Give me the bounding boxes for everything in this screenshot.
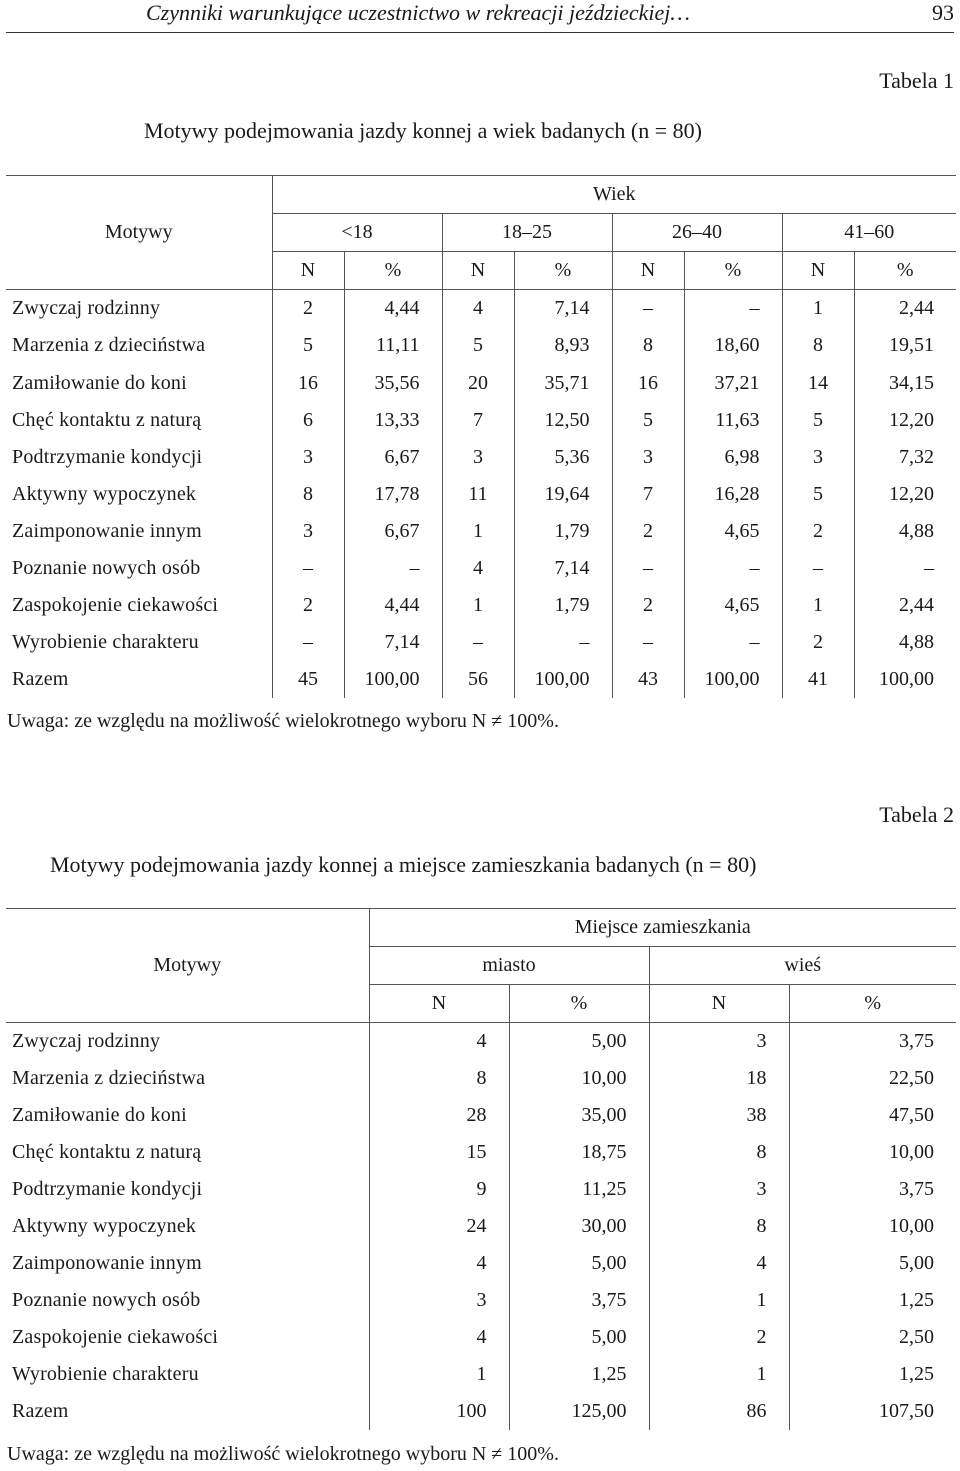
table-cell: – [272,550,344,587]
table-cell: 18,60 [684,327,782,364]
table-cell: 7 [442,402,514,439]
running-header [6,0,954,33]
table-cell: 6,67 [344,439,442,476]
table1-group-header: Wiek [272,176,956,214]
table-cell: 12,20 [854,402,956,439]
table-cell: 2 [782,513,854,550]
table1-subheader: N [442,252,514,290]
table2 [6,908,956,1430]
table-row [6,624,956,661]
row-label: Aktywny wypoczynek [6,476,272,513]
table-row [6,661,956,698]
table-cell: – [514,624,612,661]
table-cell: 8 [782,327,854,364]
table-cell: – [612,550,684,587]
table-cell: 1 [442,587,514,624]
table-row [6,402,956,439]
table1-subheader: % [854,252,956,290]
row-label: Poznanie nowych osób [6,1282,369,1319]
table2-place-group: wieś [649,947,956,985]
table1 [6,175,956,698]
table-cell: 2,44 [854,587,956,624]
table-cell: 1 [649,1356,789,1393]
table-cell: 13,33 [344,402,442,439]
table2-subheader: N [649,985,789,1023]
table-cell: 2,44 [854,290,956,328]
table2-caption: Motywy podejmowania jazdy konnej a miejsce zamieszkania badanych (n = 80) [50,852,757,877]
table-cell: 4 [442,290,514,328]
row-label: Podtrzymanie kondycji [6,1171,369,1208]
table1-subheader: % [684,252,782,290]
table-cell: 3,75 [789,1023,956,1061]
table-row [6,1282,956,1319]
table-row [6,1319,956,1356]
table-cell: 8 [369,1060,509,1097]
row-label: Zaimponowanie innym [6,1245,369,1282]
table-cell: – [442,624,514,661]
table-cell: 11,11 [344,327,442,364]
row-label: Wyrobienie charakteru [6,624,272,661]
table-cell: 2 [612,513,684,550]
row-label: Wyrobienie charakteru [6,1356,369,1393]
table-cell: 5 [442,327,514,364]
table-cell: 28 [369,1097,509,1134]
table-cell: 19,64 [514,476,612,513]
table-cell: 2 [782,624,854,661]
running-title: Czynniki warunkujące uczestnictwo w rekreacji jeździeckiej… [146,0,690,25]
table-cell: 4 [442,550,514,587]
table2-note: Uwaga: ze względu na możliwość wielokrotnego wyboru N ≠ 100%. [7,1443,559,1465]
table-cell: 86 [649,1393,789,1430]
table-cell: 18,75 [509,1134,649,1171]
table-cell: 7,14 [344,624,442,661]
table-cell: 5 [782,402,854,439]
table-cell: 1 [369,1356,509,1393]
table-cell: 16,28 [684,476,782,513]
table-cell: 3 [272,439,344,476]
table-cell: 6 [272,402,344,439]
table-cell: 4,44 [344,587,442,624]
table1-age-group: 26–40 [612,214,782,252]
table1-motywy-header: Motywy [6,176,272,290]
table-cell: 24 [369,1208,509,1245]
table-cell: 2 [272,587,344,624]
table-row [6,587,956,624]
table-cell: 20 [442,364,514,401]
row-label: Marzenia z dzieciństwa [6,327,272,364]
table-cell: 17,78 [344,476,442,513]
page-number: 93 [932,0,954,25]
row-label: Zamiłowanie do koni [6,364,272,401]
table-cell: 1,25 [789,1356,956,1393]
table-cell: 30,00 [509,1208,649,1245]
table-cell: 125,00 [509,1393,649,1430]
table-cell: 100,00 [684,661,782,698]
table-cell: 5 [782,476,854,513]
table-cell: 100,00 [854,661,956,698]
table-cell: 1,25 [789,1282,956,1319]
table-row [6,1134,956,1171]
row-label: Zwyczaj rodzinny [6,1023,369,1061]
table-cell: 34,15 [854,364,956,401]
table2-subheader: % [789,985,956,1023]
table-cell: 10,00 [789,1208,956,1245]
row-label: Chęć kontaktu z naturą [6,402,272,439]
table1-age-group: 18–25 [442,214,612,252]
table1-subheader: N [612,252,684,290]
row-label: Aktywny wypoczynek [6,1208,369,1245]
table1-age-group: <18 [272,214,442,252]
table-row [6,364,956,401]
table1-header-row-1 [6,176,956,214]
table-cell: 3 [649,1023,789,1061]
table-cell: 107,50 [789,1393,956,1430]
row-label: Zaspokojenie ciekawości [6,1319,369,1356]
table-cell: 2 [272,290,344,328]
table-cell: 100 [369,1393,509,1430]
table-cell: 47,50 [789,1097,956,1134]
table-cell: 5,36 [514,439,612,476]
table-cell: 7,32 [854,439,956,476]
table-cell: 10,00 [509,1060,649,1097]
table-cell: 3 [369,1282,509,1319]
table-cell: 18 [649,1060,789,1097]
table1-note: Uwaga: ze względu na możliwość wielokrotnego wyboru N ≠ 100%. [7,710,559,732]
table-cell: 8 [649,1208,789,1245]
table1-subheader: % [344,252,442,290]
table-row [6,1023,956,1061]
table-cell: – [612,624,684,661]
table-cell: 4 [369,1245,509,1282]
table-cell: 16 [612,364,684,401]
table2-label: Tabela 2 [879,802,954,827]
table-cell: 2 [612,587,684,624]
row-label: Zamiłowanie do koni [6,1097,369,1134]
table-cell: 3 [612,439,684,476]
table-cell: 5 [272,327,344,364]
table-cell: – [782,550,854,587]
table2-motywy-header: Motywy [6,909,369,1023]
table-cell: 56 [442,661,514,698]
row-label: Zaspokojenie ciekawości [6,587,272,624]
table-cell: – [612,290,684,328]
table-cell: 5,00 [509,1245,649,1282]
table-row [6,476,956,513]
table-cell: 4 [649,1245,789,1282]
row-label: Zwyczaj rodzinny [6,290,272,328]
table-row [6,1356,956,1393]
table-cell: 1 [782,290,854,328]
table-row [6,1097,956,1134]
table-cell: 11,25 [509,1171,649,1208]
table-cell: 12,50 [514,402,612,439]
table-cell: 2,50 [789,1319,956,1356]
table-cell: 19,51 [854,327,956,364]
table2-header-row-1 [6,909,956,947]
table-cell: 45 [272,661,344,698]
table-row [6,1060,956,1097]
table-row [6,1171,956,1208]
table-cell: 4 [369,1023,509,1061]
table-cell: 4,65 [684,513,782,550]
table-row [6,1245,956,1282]
table-cell: – [684,290,782,328]
table2-place-group: miasto [369,947,649,985]
table-cell: 1 [782,587,854,624]
table-cell: 43 [612,661,684,698]
row-label: Razem [6,661,272,698]
table-cell: 22,50 [789,1060,956,1097]
table-cell: 16 [272,364,344,401]
table-cell: 8 [649,1134,789,1171]
table-row [6,439,956,476]
table-cell: 35,56 [344,364,442,401]
table-cell: 35,00 [509,1097,649,1134]
table-cell: 1 [649,1282,789,1319]
table-cell: 41 [782,661,854,698]
table1-age-group: 41–60 [782,214,956,252]
table-cell: 3 [782,439,854,476]
table-cell: – [344,550,442,587]
row-label: Zaimponowanie innym [6,513,272,550]
table-cell: – [684,624,782,661]
table-cell: 4,88 [854,624,956,661]
table-cell: 4 [369,1319,509,1356]
table-cell: 10,00 [789,1134,956,1171]
row-label: Chęć kontaktu z naturą [6,1134,369,1171]
table-cell: 14 [782,364,854,401]
table-cell: 1,79 [514,587,612,624]
table-cell: 5,00 [789,1245,956,1282]
row-label: Podtrzymanie kondycji [6,439,272,476]
table-cell: 38 [649,1097,789,1134]
row-label: Razem [6,1393,369,1430]
table-cell: 8,93 [514,327,612,364]
table-cell: – [684,550,782,587]
table-row [6,513,956,550]
table-cell: 2 [649,1319,789,1356]
table-cell: – [854,550,956,587]
row-label: Poznanie nowych osób [6,550,272,587]
table-cell: 7,14 [514,550,612,587]
table1-label: Tabela 1 [879,68,954,93]
table-cell: 4,65 [684,587,782,624]
table-cell: 8 [272,476,344,513]
table1-caption: Motywy podejmowania jazdy konnej a wiek badanych (n = 80) [144,118,702,143]
table-cell: 8 [612,327,684,364]
table-cell: 3,75 [509,1282,649,1319]
table-row [6,1393,956,1430]
table-row [6,327,956,364]
table-cell: 100,00 [344,661,442,698]
table-cell: 12,20 [854,476,956,513]
table-cell: – [272,624,344,661]
table-cell: 9 [369,1171,509,1208]
table-row [6,290,956,328]
table-cell: 1,79 [514,513,612,550]
table-cell: 5,00 [509,1023,649,1061]
table-cell: 1,25 [509,1356,649,1393]
row-label: Marzenia z dzieciństwa [6,1060,369,1097]
table-cell: 7 [612,476,684,513]
table-row [6,1208,956,1245]
table-cell: 3 [272,513,344,550]
table-cell: 11 [442,476,514,513]
table-cell: 5 [612,402,684,439]
table1-subheader: N [782,252,854,290]
table2-group-header: Miejsce zamieszkania [369,909,956,947]
table-cell: 3 [442,439,514,476]
table2-subheader: N [369,985,509,1023]
table-cell: 1 [442,513,514,550]
table-cell: 37,21 [684,364,782,401]
table-cell: 4,88 [854,513,956,550]
table-cell: 3 [649,1171,789,1208]
table-cell: 5,00 [509,1319,649,1356]
table-row [6,550,956,587]
table-cell: 11,63 [684,402,782,439]
table-cell: 6,98 [684,439,782,476]
table-cell: 4,44 [344,290,442,328]
table-cell: 6,67 [344,513,442,550]
table2-subheader: % [509,985,649,1023]
table1-subheader: N [272,252,344,290]
table-cell: 100,00 [514,661,612,698]
table1-subheader: % [514,252,612,290]
table-cell: 7,14 [514,290,612,328]
table-cell: 3,75 [789,1171,956,1208]
table-cell: 35,71 [514,364,612,401]
table-cell: 15 [369,1134,509,1171]
